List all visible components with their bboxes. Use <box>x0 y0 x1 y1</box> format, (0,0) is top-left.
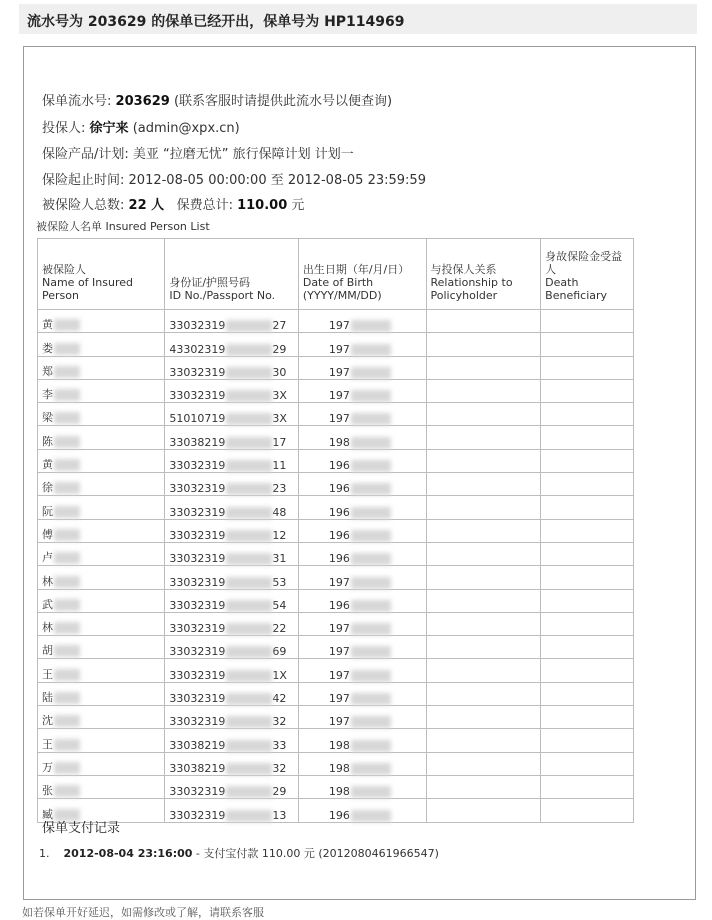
dob-cell: 196 <box>298 519 426 542</box>
redacted-blur <box>54 692 80 704</box>
id-number-cell: 33032319 32 <box>165 706 299 729</box>
relationship-cell <box>426 799 541 822</box>
redacted-blur <box>226 600 272 612</box>
insured-name-cell: 徐 <box>38 473 165 496</box>
relationship-cell <box>426 379 541 402</box>
dob-cell: 197 <box>298 682 426 705</box>
dob-cell: 197 <box>298 356 426 379</box>
redacted-blur <box>226 693 272 705</box>
redacted-blur <box>226 740 272 752</box>
redacted-blur <box>226 530 272 542</box>
insured-name-cell: 胡 <box>38 636 165 659</box>
redacted-blur <box>54 459 80 471</box>
redacted-blur <box>351 413 391 425</box>
col-beneficiary: 身故保险金受益人 Death Beneficiary <box>541 239 634 310</box>
table-row <box>38 752 634 775</box>
redacted-blur <box>351 530 391 542</box>
dob-cell: 197 <box>298 636 426 659</box>
redacted-blur <box>351 693 391 705</box>
id-number-cell: 33032319 12 <box>165 519 299 542</box>
redacted-blur <box>54 482 80 494</box>
beneficiary-cell <box>541 566 634 589</box>
redacted-blur <box>351 460 391 472</box>
dob-cell: 197 <box>298 612 426 635</box>
relationship-cell <box>426 426 541 449</box>
table-row <box>38 496 634 519</box>
beneficiary-cell <box>541 356 634 379</box>
insured-name-cell: 沈 <box>38 706 165 729</box>
beneficiary-cell <box>541 589 634 612</box>
table-row <box>38 542 634 565</box>
id-number-cell: 51010719 3X <box>165 403 299 426</box>
relationship-cell <box>426 333 541 356</box>
redacted-blur <box>54 389 80 401</box>
table-row <box>38 449 634 472</box>
period-label: 保险起止时间: <box>42 173 125 188</box>
relationship-cell <box>426 519 541 542</box>
table-row <box>38 473 634 496</box>
notice-banner <box>19 4 697 34</box>
redacted-blur <box>226 810 272 822</box>
redacted-blur <box>351 670 391 682</box>
id-number-cell: 33032319 42 <box>165 682 299 705</box>
relationship-cell <box>426 310 541 333</box>
id-number-cell: 33032319 22 <box>165 612 299 635</box>
redacted-blur <box>54 412 80 424</box>
redacted-blur <box>54 739 80 751</box>
dob-cell: 196 <box>298 496 426 519</box>
dob-cell: 196 <box>298 589 426 612</box>
redacted-blur <box>226 460 272 472</box>
redacted-blur <box>226 367 272 379</box>
table-row <box>38 659 634 682</box>
redacted-blur <box>351 716 391 728</box>
insurer-row <box>42 117 240 136</box>
table-row <box>38 612 634 635</box>
redacted-blur <box>351 367 391 379</box>
insurer-email: (admin@xpx.cn) <box>132 121 240 136</box>
redacted-blur <box>226 553 272 565</box>
relationship-cell <box>426 682 541 705</box>
relationship-cell <box>426 775 541 798</box>
relationship-cell <box>426 612 541 635</box>
insured-name-cell: 阮 <box>38 496 165 519</box>
table-row <box>38 775 634 798</box>
redacted-blur <box>226 483 272 495</box>
insured-name-cell: 黄 <box>38 449 165 472</box>
dob-cell: 197 <box>298 403 426 426</box>
banner-text: 流水号为 203629 的保单已经开出，保单号为 HP114969 <box>27 14 405 30</box>
insurer-label: 投保人: <box>42 121 86 136</box>
relationship-cell <box>426 752 541 775</box>
beneficiary-cell <box>541 519 634 542</box>
redacted-blur <box>226 646 272 658</box>
redacted-blur <box>54 506 80 518</box>
relationship-cell <box>426 566 541 589</box>
relationship-cell <box>426 706 541 729</box>
redacted-blur <box>54 529 80 541</box>
payment-description: - 支付宝付款 110.00 元 (2012080461966547) <box>195 847 439 860</box>
insured-name-cell: 万 <box>38 752 165 775</box>
relationship-cell <box>426 636 541 659</box>
beneficiary-cell <box>541 496 634 519</box>
redacted-blur <box>351 507 391 519</box>
beneficiary-cell <box>541 706 634 729</box>
redacted-blur <box>351 437 391 449</box>
dob-cell: 198 <box>298 426 426 449</box>
dob-cell: 198 <box>298 729 426 752</box>
serial-row <box>42 90 392 109</box>
table-header-row <box>38 239 634 310</box>
total-count: 22 人 <box>128 198 165 213</box>
serial-label: 保单流水号: <box>42 94 112 109</box>
redacted-blur <box>54 669 80 681</box>
payment-title: 保单支付记录 <box>42 821 121 836</box>
payment-record <box>39 845 439 861</box>
insured-name-cell: 张 <box>38 775 165 798</box>
redacted-blur <box>351 600 391 612</box>
relationship-cell <box>426 729 541 752</box>
product-label: 保险产品/计划: <box>42 147 129 162</box>
insured-name-cell: 王 <box>38 659 165 682</box>
redacted-blur <box>226 437 272 449</box>
id-number-cell: 33038219 33 <box>165 729 299 752</box>
relationship-cell <box>426 542 541 565</box>
insurer-name: 徐宁来 <box>89 121 129 136</box>
beneficiary-cell <box>541 426 634 449</box>
insured-name-cell: 王 <box>38 729 165 752</box>
beneficiary-cell <box>541 659 634 682</box>
id-number-cell: 33032319 48 <box>165 496 299 519</box>
redacted-blur <box>54 645 80 657</box>
table-row <box>38 566 634 589</box>
id-number-cell: 33032319 27 <box>165 310 299 333</box>
dob-cell: 197 <box>298 379 426 402</box>
col-dob: 出生日期（年/月/日） Date of Birth (YYYY/MM/DD) <box>298 239 426 310</box>
beneficiary-cell <box>541 379 634 402</box>
table-row <box>38 379 634 402</box>
col-insured-name: 被保险人 Name of Insured Person <box>38 239 165 310</box>
id-number-cell: 33038219 17 <box>165 426 299 449</box>
insured-name-cell: 武 <box>38 589 165 612</box>
insured-name-cell: 梁 <box>38 403 165 426</box>
insured-name-cell: 娄 <box>38 333 165 356</box>
total-label: 被保险人总数: <box>42 198 125 213</box>
beneficiary-cell <box>541 775 634 798</box>
redacted-blur <box>351 786 391 798</box>
redacted-blur <box>54 343 80 355</box>
redacted-blur <box>351 740 391 752</box>
redacted-blur <box>226 344 272 356</box>
id-number-cell: 33038219 32 <box>165 752 299 775</box>
redacted-blur <box>351 553 391 565</box>
beneficiary-cell <box>541 682 634 705</box>
beneficiary-cell <box>541 473 634 496</box>
id-number-cell: 33032319 23 <box>165 473 299 496</box>
dob-cell: 196 <box>298 449 426 472</box>
beneficiary-cell <box>541 403 634 426</box>
period-start: 2012-08-05 00:00:00 <box>128 173 267 188</box>
table-row <box>38 426 634 449</box>
premium-unit: 元 <box>291 198 305 213</box>
insured-table <box>37 238 634 823</box>
dob-cell: 197 <box>298 659 426 682</box>
dob-cell: 198 <box>298 775 426 798</box>
redacted-blur <box>54 599 80 611</box>
redacted-blur <box>54 785 80 797</box>
relationship-cell <box>426 589 541 612</box>
id-number-cell: 33032319 54 <box>165 589 299 612</box>
id-number-cell: 33032319 53 <box>165 566 299 589</box>
redacted-blur <box>351 344 391 356</box>
redacted-blur <box>226 786 272 798</box>
relationship-cell <box>426 449 541 472</box>
table-row <box>38 729 634 752</box>
table-row <box>38 356 634 379</box>
redacted-blur <box>226 716 272 728</box>
dob-cell: 196 <box>298 542 426 565</box>
table-row <box>38 636 634 659</box>
redacted-blur <box>226 390 272 402</box>
table-row <box>38 706 634 729</box>
redacted-blur <box>351 390 391 402</box>
redacted-blur <box>351 320 391 332</box>
table-row <box>38 403 634 426</box>
product-value: 美亚 “拉磨无忧” 旅行保障计划 计划一 <box>132 147 354 162</box>
redacted-blur <box>351 763 391 775</box>
redacted-blur <box>351 646 391 658</box>
redacted-blur <box>351 577 391 589</box>
insured-name-cell: 林 <box>38 612 165 635</box>
insured-name-cell: 卢 <box>38 542 165 565</box>
premium-value: 110.00 <box>237 198 288 213</box>
redacted-blur <box>226 577 272 589</box>
beneficiary-cell <box>541 333 634 356</box>
relationship-cell <box>426 473 541 496</box>
table-row <box>38 682 634 705</box>
redacted-blur <box>226 320 272 332</box>
redacted-blur <box>54 319 80 331</box>
relationship-cell <box>426 659 541 682</box>
table-row <box>38 333 634 356</box>
dob-cell: 196 <box>298 473 426 496</box>
beneficiary-cell <box>541 449 634 472</box>
premium-label: 保费总计: <box>176 198 233 213</box>
footer-note: 如若保单开好延迟，如需修改或了解，请联系客服 <box>22 906 264 919</box>
product-row <box>42 143 354 162</box>
redacted-blur <box>226 413 272 425</box>
period-end: 2012-08-05 23:59:59 <box>287 173 426 188</box>
dob-cell: 197 <box>298 310 426 333</box>
col-id-no: 身份证/护照号码 ID No./Passport No. <box>165 239 299 310</box>
redacted-blur <box>226 670 272 682</box>
redacted-blur <box>54 715 80 727</box>
id-number-cell: 33032319 1X <box>165 659 299 682</box>
col-relationship: 与投保人关系 Relationship to Policyholder <box>426 239 541 310</box>
beneficiary-cell <box>541 612 634 635</box>
payment-index: 1. <box>39 847 50 860</box>
redacted-blur <box>54 576 80 588</box>
dob-cell: 197 <box>298 566 426 589</box>
total-row <box>42 194 304 213</box>
dob-cell: 196 <box>298 799 426 822</box>
redacted-blur <box>54 436 80 448</box>
id-number-cell: 43302319 29 <box>165 333 299 356</box>
insured-name-cell: 李 <box>38 379 165 402</box>
period-row <box>42 169 426 188</box>
payment-time: 2012-08-04 23:16:00 <box>63 847 193 860</box>
beneficiary-cell <box>541 752 634 775</box>
id-number-cell: 33032319 69 <box>165 636 299 659</box>
relationship-cell <box>426 356 541 379</box>
insured-list-caption: 被保险人名单 Insured Person List <box>36 220 210 233</box>
period-separator: 至 <box>270 173 284 188</box>
redacted-blur <box>351 483 391 495</box>
dob-cell: 198 <box>298 752 426 775</box>
beneficiary-cell <box>541 310 634 333</box>
insured-name-cell: 郑 <box>38 356 165 379</box>
insured-name-cell: 黄 <box>38 310 165 333</box>
relationship-cell <box>426 403 541 426</box>
redacted-blur <box>226 507 272 519</box>
beneficiary-cell <box>541 799 634 822</box>
serial-note: (联系客服时请提供此流水号以便查询) <box>173 94 393 109</box>
id-number-cell: 33032319 30 <box>165 356 299 379</box>
redacted-blur <box>54 622 80 634</box>
redacted-blur <box>226 623 272 635</box>
relationship-cell <box>426 496 541 519</box>
redacted-blur <box>226 763 272 775</box>
beneficiary-cell <box>541 729 634 752</box>
redacted-blur <box>54 762 80 774</box>
id-number-cell: 33032319 3X <box>165 379 299 402</box>
beneficiary-cell <box>541 542 634 565</box>
serial-number: 203629 <box>115 94 170 109</box>
insured-name-cell: 陈 <box>38 426 165 449</box>
dob-cell: 197 <box>298 333 426 356</box>
table-row <box>38 589 634 612</box>
insured-name-cell: 林 <box>38 566 165 589</box>
redacted-blur <box>351 810 391 822</box>
redacted-blur <box>54 552 80 564</box>
id-number-cell: 33032319 13 <box>165 799 299 822</box>
redacted-blur <box>54 366 80 378</box>
table-row <box>38 310 634 333</box>
insured-name-cell: 陆 <box>38 682 165 705</box>
insured-name-cell: 傅 <box>38 519 165 542</box>
id-number-cell: 33032319 11 <box>165 449 299 472</box>
table-row <box>38 519 634 542</box>
beneficiary-cell <box>541 636 634 659</box>
table-row <box>38 799 634 822</box>
id-number-cell: 33032319 31 <box>165 542 299 565</box>
dob-cell: 197 <box>298 706 426 729</box>
redacted-blur <box>351 623 391 635</box>
insured-name-cell: 臧 <box>38 799 165 822</box>
id-number-cell: 33032319 29 <box>165 775 299 798</box>
